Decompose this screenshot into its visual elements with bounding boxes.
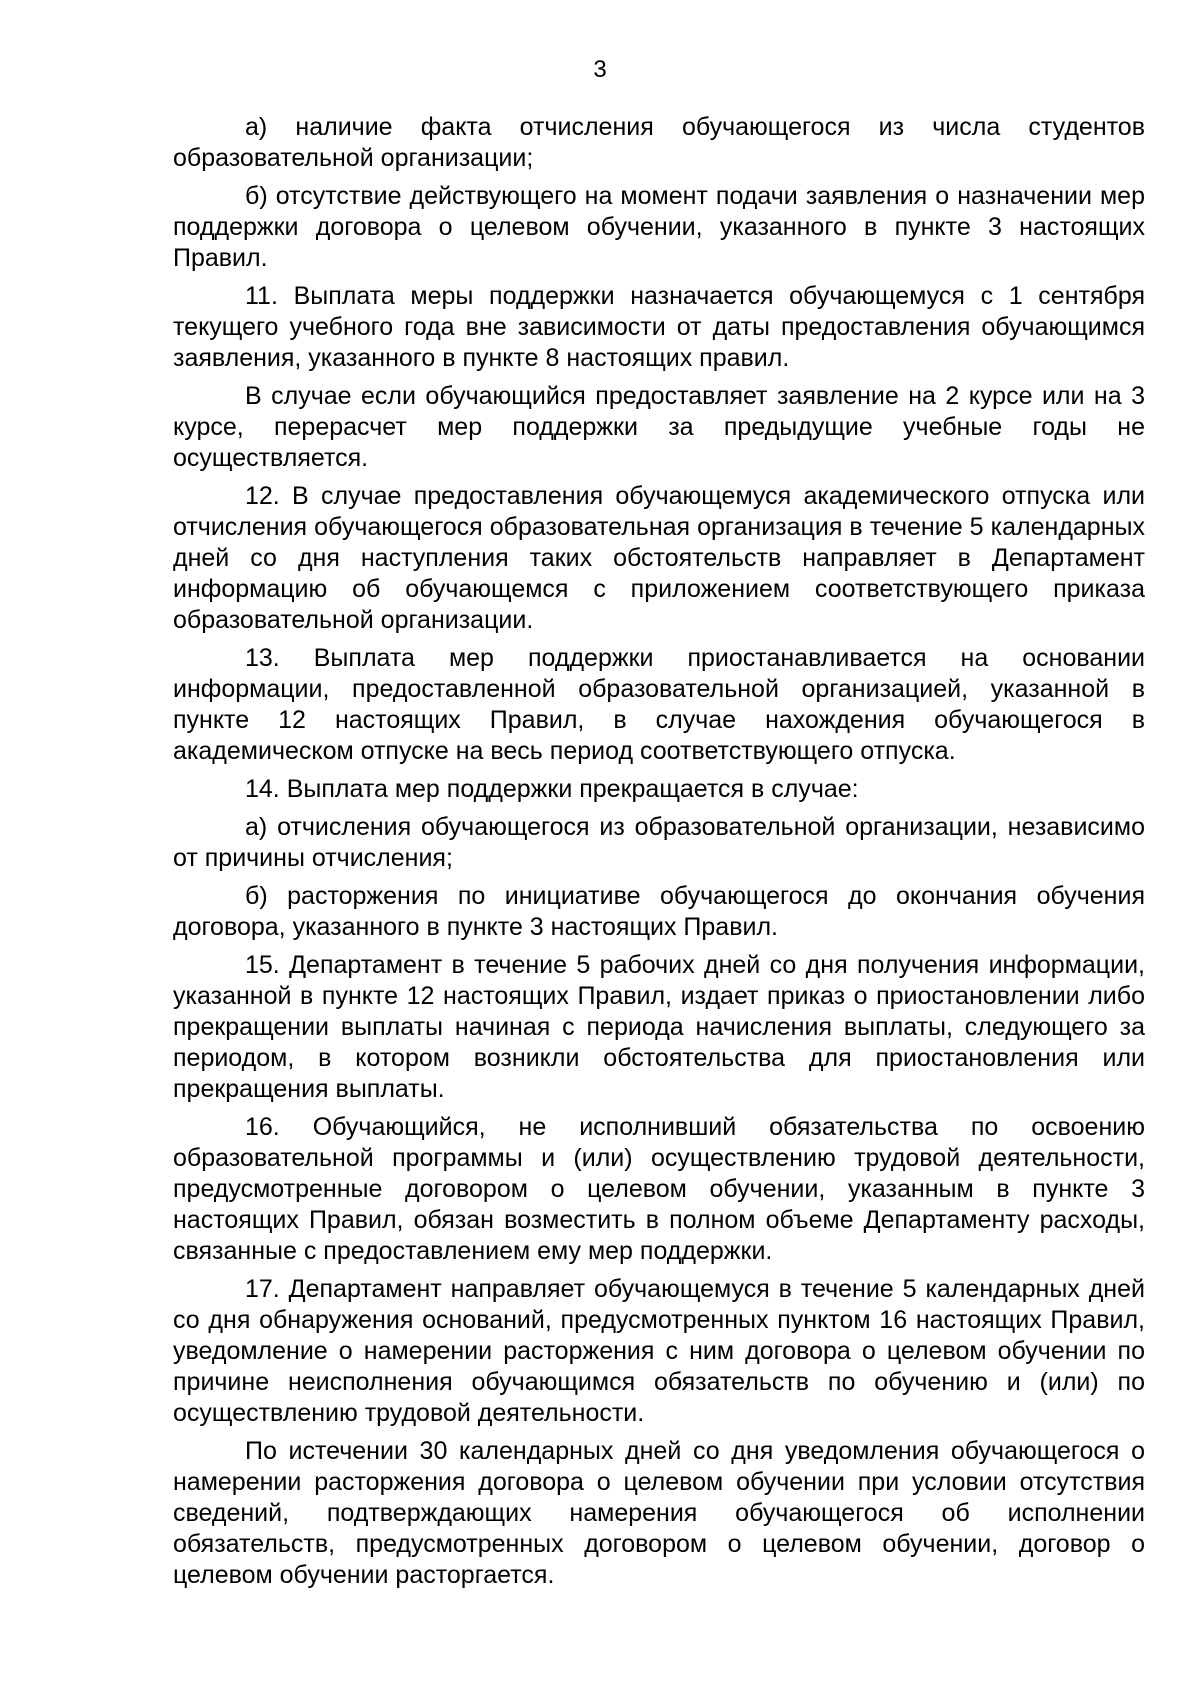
paragraph-15: 15. Департамент в течение 5 рабочих дней со дня получения информации, указанной в пункте 12 настоящих Правил, издает приказ о приостановлении либо прекращении выплаты начиная с периода начисления выплаты, следующего за периодом, в котором возникли обстоятельства для приостановления или прекращения выплаты. — [173, 951, 1145, 1103]
paragraph-14-b: б) расторжения по инициативе обучающегося до окончания обучения договора, указанного в пункте 3 настоящих Правил. — [173, 882, 1145, 941]
paragraph-14: 14. Выплата мер поддержки прекращается в случае: — [245, 775, 859, 803]
document-body — [173, 112, 1145, 1598]
paragraph-11: 11. Выплата меры поддержки назначается обучающемуся с 1 сентября текущего учебного года вне зависимости от даты предоставления обучающимся заявления, указанного в пункте 8 настоящих правил. — [173, 282, 1145, 372]
paragraph-11-note: В случае если обучающийся предоставляет заявление на 2 курсе или на 3 курсе, перерасчет мер поддержки за предыдущие учебные годы не осуществляется. — [173, 382, 1145, 472]
paragraph-17-note: По истечении 30 календарных дней со дня уведомления обучающегося о намерении расторжения договора о целевом обучении при условии отсутствия сведений, подтверждающих намерения обучающегося об исполнении обязательств, предусмотренных договором о целевом обучении, договор о целевом обучении расторгается. — [173, 1437, 1145, 1589]
paragraph-14-a: а) отчисления обучающегося из образовательной организации, независимо от причины отчисления; — [173, 813, 1145, 872]
paragraph-b-no-contract: б) отсутствие действующего на момент подачи заявления о назначении мер поддержки договора о целевом обучении, указанного в пункте 3 настоящих Правил. — [173, 182, 1145, 272]
paragraph-16: 16. Обучающийся, не исполнивший обязательства по освоению образовательной программы и (или) осуществлению трудовой деятельности, предусмотренные договором о целевом обучении, указанным в пункте 3 настоящих Правил, обязан возместить в полном объеме Департаменту расходы, связанные с предоставлением ему мер поддержки. — [173, 1113, 1145, 1265]
paragraph-13: 13. Выплата мер поддержки приостанавливается на основании информации, предоставленной образовательной организацией, указанной в пункте 12 настоящих Правил, в случае нахождения обучающегося в академическом отпуске на весь период соответствующего отпуска. — [173, 644, 1145, 765]
page-number: 3 — [593, 56, 607, 83]
paragraph-12: 12. В случае предоставления обучающемуся академического отпуска или отчисления обучающегося образовательная организация в течение 5 календарных дней со дня наступления таких обстоятельств направляет в Департамент информацию об обучающемся с приложением соответствующего приказа образовательной организации. — [173, 482, 1145, 634]
paragraph-17: 17. Департамент направляет обучающемуся в течение 5 календарных дней со дня обнаружения оснований, предусмотренных пунктом 16 настоящих Правил, уведомление о намерении расторжения с ним договора о целевом обучении по причине неисполнения обучающимся обязательств по обучению и (или) по осуществлению трудовой деятельности. — [173, 1275, 1145, 1427]
paragraph-a-expulsion-fact: а) наличие факта отчисления обучающегося из числа студентов образовательной организации; — [173, 113, 1145, 172]
